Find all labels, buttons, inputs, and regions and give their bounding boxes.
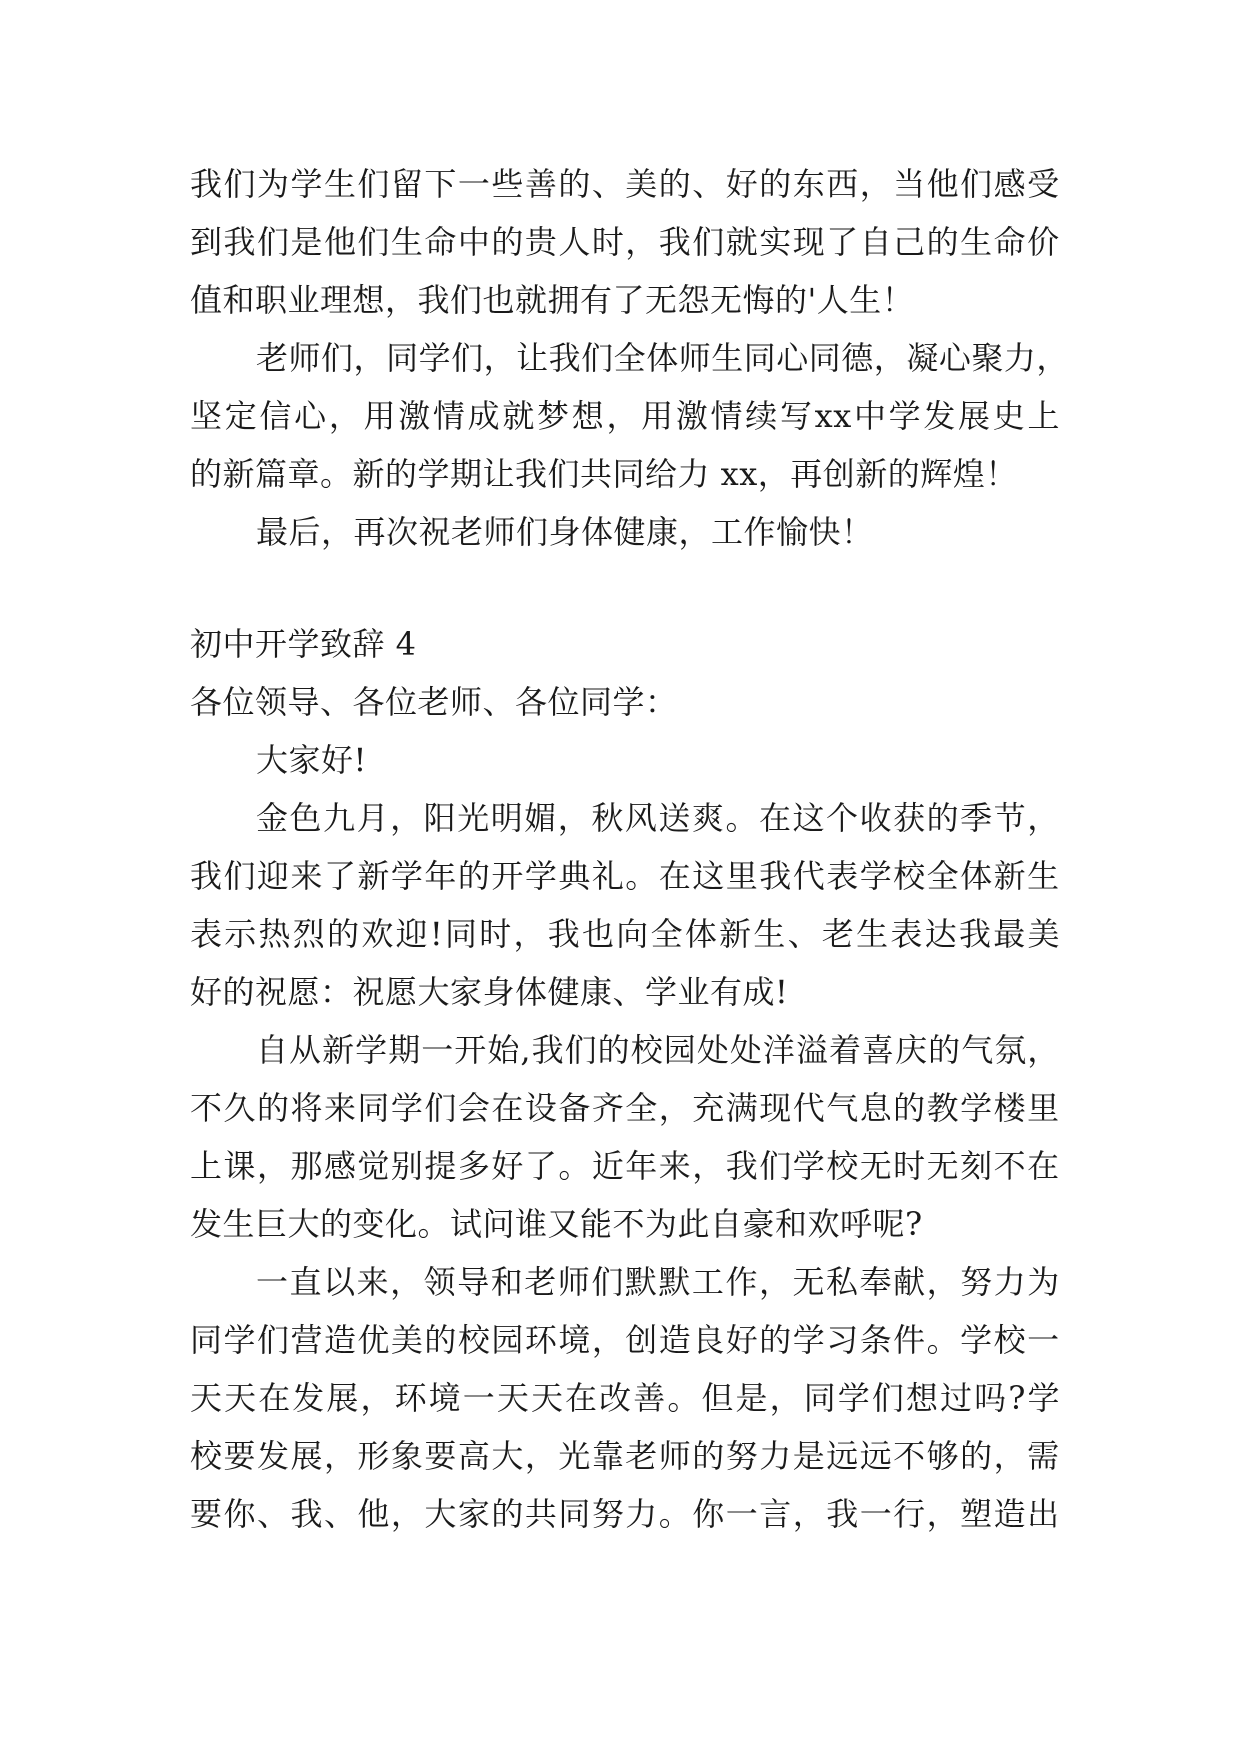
body-text-line: 最后，再次祝老师们身体健康，工作愉快！ — [256, 513, 874, 551]
body-text-line: 我 们 迎 来 了 新 学 年 的 开 学 典 礼 。 在 这 里 我 代 表 学 校 全 体 新 生 — [190, 857, 1060, 895]
body-text-line: 自 从 新 学 期 一 开 始 , 我 们 的 校 园 处 处 洋 溢 着 喜 庆 的 气 氛 ， — [256, 1031, 1060, 1069]
greeting: 大家好! — [256, 741, 367, 779]
body-text-line: 金 色 九 月 ， 阳 光 明 媚 ， 秋 风 送 爽 。 在 这 个 收 获 的 季 节 ， — [256, 799, 1060, 837]
body-text-line: 要 你 、 我 、 他 ， 大 家 的 共 同 努 力 。 你 一 言 ， 我 一 行 ， 塑 造 出 — [190, 1495, 1060, 1533]
body-text-line: 值和职业理想，我们也就拥有了无怨无悔的'人生！ — [190, 281, 915, 319]
body-text-line: 好的祝愿：祝愿大家身体健康、学业有成! — [190, 973, 789, 1011]
body-text-line: 校 要 发 展 ， 形 象 要 高 大 ， 光 靠 老 师 的 努 力 是 远 远 不 够 的 ， 需 — [190, 1437, 1060, 1475]
body-text-line: 一 直 以 来 ， 领 导 和 老 师 们 默 默 工 作 ， 无 私 奉 献 ， 努 力 为 — [256, 1263, 1060, 1301]
body-text-line: 坚 定 信 心 ， 用 激 情 成 就 梦 想 ， 用 激 情 续 写 xx 中 学 发 展 史 上 — [190, 397, 1060, 435]
body-text-line: 表 示 热 烈 的 欢 迎 ! 同 时 ， 我 也 向 全 体 新 生 、 老 生 表 达 我 最 美 — [190, 915, 1060, 953]
body-text-line: 天 天 在 发 展 ， 环 境 一 天 天 在 改 善 。 但 是 ， 同 学 们 想 过 吗 ? 学 — [190, 1379, 1060, 1417]
body-text-line: 老 师 们 ， 同 学 们 ， 让 我 们 全 体 师 生 同 心 同 德 ， 凝 心 聚 力 ， — [256, 339, 1069, 377]
body-text-line: 发生巨大的变化。试问谁又能不为此自豪和欢呼呢? — [190, 1205, 923, 1243]
section-heading: 初中开学致辞 4 — [190, 625, 417, 663]
body-text-line: 到 我 们 是 他 们 生 命 中 的 贵 人 时 ， 我 们 就 实 现 了 自 己 的 生 命 价 — [190, 223, 1060, 261]
body-text-line: 不 久 的 将 来 同 学 们 会 在 设 备 齐 全 ， 充 满 现 代 气 息 的 教 学 楼 里 — [190, 1089, 1060, 1127]
body-text-line: 我 们 为 学 生 们 留 下 一 些 善 的 、 美 的 、 好 的 东 西 ， 当 他 们 感 受 — [190, 165, 1060, 203]
salutation: 各位领导、各位老师、各位同学： — [190, 683, 678, 721]
body-text-line: 同 学 们 营 造 优 美 的 校 园 环 境 ， 创 造 良 好 的 学 习 条 件 。 学 校 一 — [190, 1321, 1060, 1359]
body-text-line: 的新篇章。新的学期让我们共同给力 xx，再创新的辉煌！ — [190, 455, 1018, 493]
body-text-line: 上 课 ， 那 感 觉 别 提 多 好 了 。 近 年 来 ， 我 们 学 校 无 时 无 刻 不 在 — [190, 1147, 1060, 1185]
